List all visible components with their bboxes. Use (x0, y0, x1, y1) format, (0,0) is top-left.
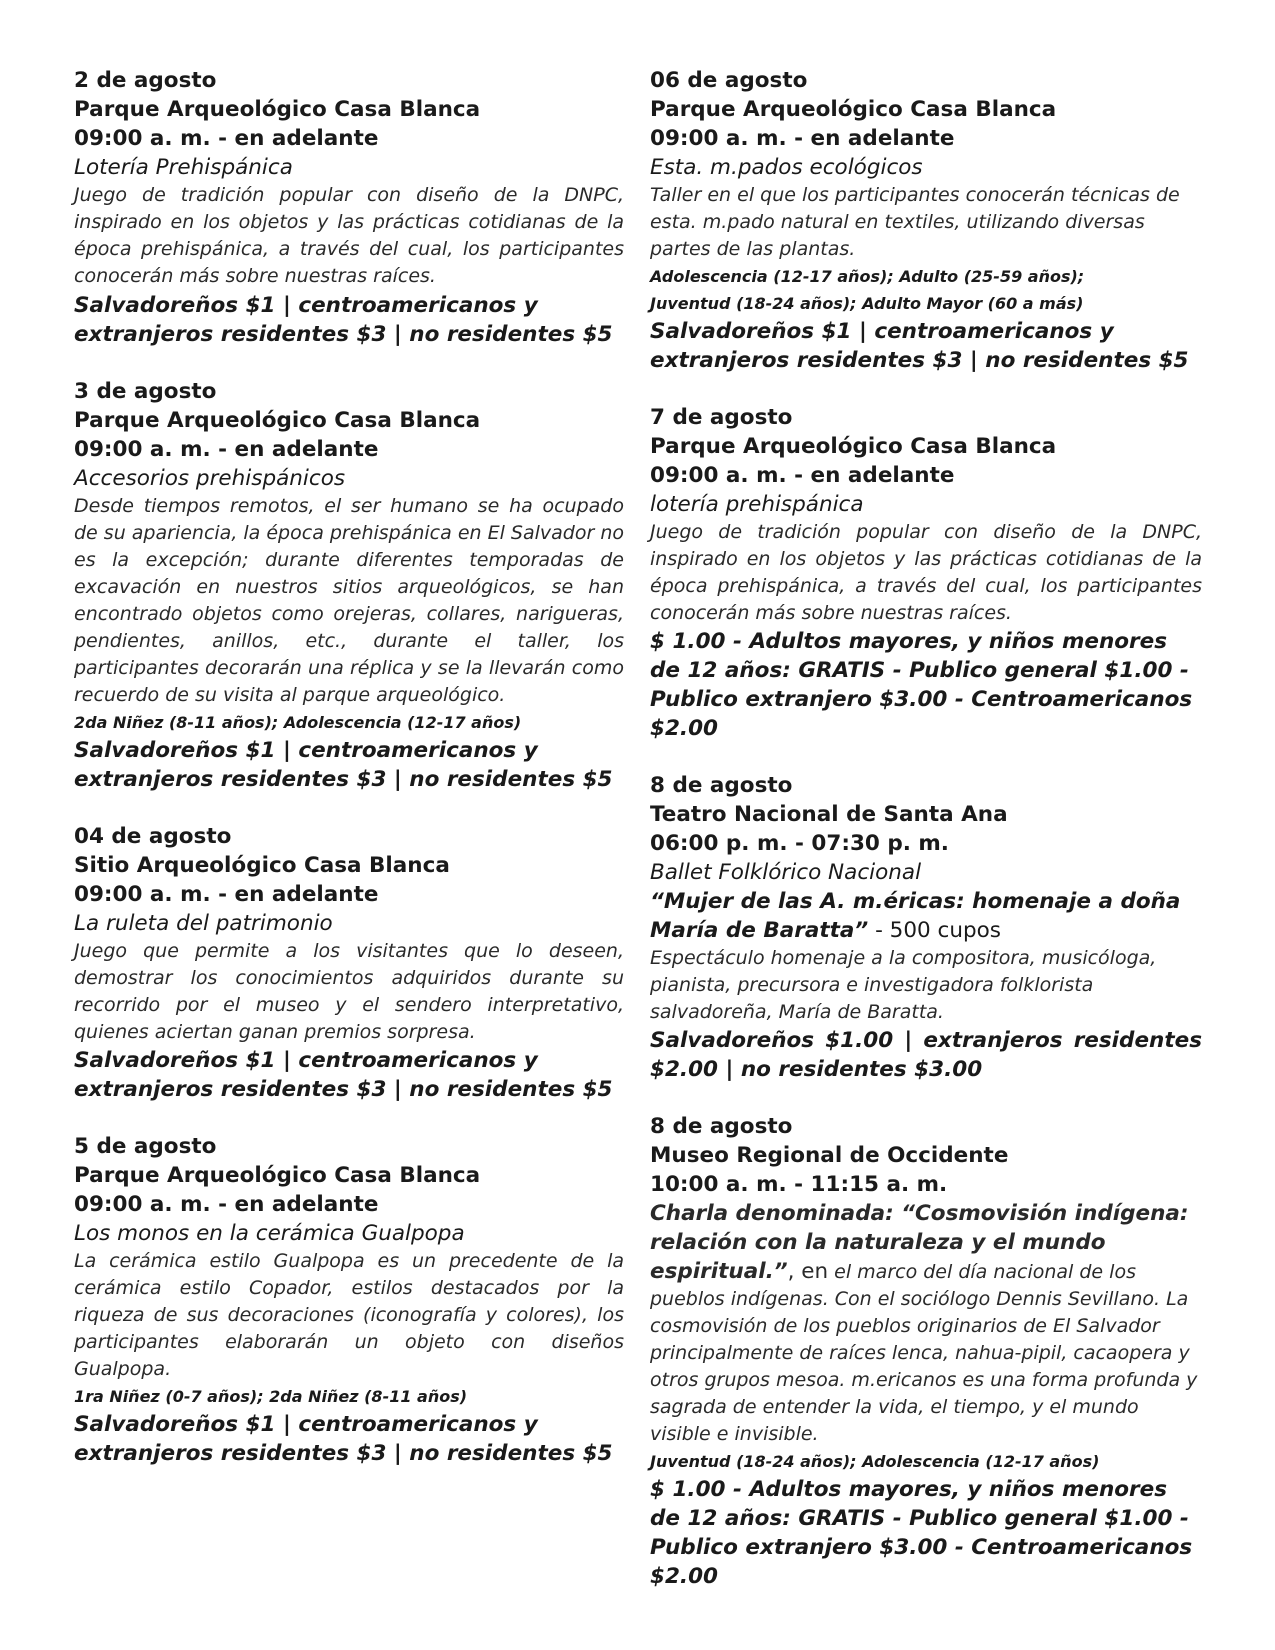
event-date: 06 de agosto (650, 68, 808, 93)
event-aug-4 (74, 822, 624, 1104)
left-column (74, 66, 624, 1468)
event-title: Ballet Folklórico Nacional (650, 860, 922, 885)
event-audience: Adolescencia (12-17 años); Adulto (25-59 años); (650, 267, 1085, 286)
event-aug-2 (74, 66, 624, 349)
event-audience: Juventud (18-24 años); Adulto Mayor (60 a más) (650, 294, 1084, 313)
event-description: Juego de tradición popular con diseño de la DNPC, inspirado en los objetos y las prácticas cotidianas de la época prehispánica, a través del cual, los participantes conocerán más sobre nuestras raíces. (650, 521, 1202, 624)
event-date: 04 de agosto (74, 824, 232, 849)
event-time: 09:00 a. m. - en adelante (74, 437, 379, 462)
event-description: Juego que permite a los visitantes que lo deseen, demostrar los conocimientos adquiridos durante su recorrido por el museo y el sendero interpretativo, quienes aciertan ganan premios sorpresa. (74, 940, 624, 1043)
event-venue: Museo Regional de Occidente (650, 1143, 1009, 1168)
event-subtitle-text: “Mujer de las A. m.éricas: homenaje a doña María de Baratta” (650, 889, 1181, 943)
event-aug-8-teatro (650, 771, 1202, 1084)
event-price: Salvadoreños $1 | centroamericanos y extranjeros residentes $3 | no residentes $5 (74, 293, 613, 347)
event-time: 09:00 a. m. - en adelante (74, 126, 379, 151)
event-price: Salvadoreños $1 | centroamericanos y extranjeros residentes $3 | no residentes $5 (650, 319, 1189, 373)
event-audience: 1ra Niñez (0-7 años); 2da Niñez (8-11 años) (74, 1387, 468, 1406)
event-price: Salvadoreños $1 | centroamericanos y extranjeros residentes $3 | no residentes $5 (74, 738, 613, 792)
event-time: 10:00 a. m. - 11:15 a. m. (650, 1172, 948, 1197)
event-time: 09:00 a. m. - en adelante (74, 1192, 379, 1217)
event-audience: 2da Niñez (8-11 años); Adolescencia (12-17 años) (74, 713, 522, 732)
event-title: Esta. m.pados ecológicos (650, 155, 923, 180)
event-price: $ 1.00 - Adultos mayores, y niños menores de 12 años: GRATIS - Publico general $1.00 - Publico extranjero $3.00 - Centroamericanos $2.00 (650, 1477, 1193, 1589)
event-description: el marco del día nacional de los pueblos indígenas. Con el sociólogo Dennis Sevillano. La cosmovisión de los pueblos originarios de El Salvador principalmente de raíces lenca, nahua-pipil, cacaopera y otros grupos mesoa. m.ericanos es una forma profunda y sagrada de entender la vida, el tiempo, y el mundo visible e invisible. (650, 1261, 1198, 1445)
event-title: Lotería Prehispánica (74, 155, 293, 180)
event-audience: Juventud (18-24 años); Adolescencia (12-17 años) (650, 1452, 1100, 1471)
event-date: 2 de agosto (74, 68, 217, 93)
event-aug-7 (650, 403, 1202, 743)
event-aug-3 (74, 377, 624, 794)
event-title: Charla denominada: “Cosmovisión indígena: relación con la naturaleza y el mundo espiritual.” (650, 1201, 1189, 1284)
event-venue: Teatro Nacional de Santa Ana (650, 802, 1008, 827)
event-title: Los monos en la cerámica Gualpopa (74, 1221, 465, 1246)
event-price: $ 1.00 - Adultos mayores, y niños menores de 12 años: GRATIS - Publico general $1.00 - Publico extranjero $3.00 - Centroamericanos $2.00 (650, 629, 1193, 741)
event-capacity: - 500 cupos (868, 918, 1001, 943)
event-description: Desde tiempos remotos, el ser humano se ha ocupado de su apariencia, la época prehispánica en El Salvador no es la excepción; durante diferentes temporadas de excavación en nuestros sitios arqueológicos, se han encontrado objetos como orejeras, collares, narigueras, pendientes, anillos, etc., durante el taller, los participantes decorarán una réplica y se la llevarán como recuerdo de su visita al parque arqueológico. (74, 495, 624, 706)
event-time: 09:00 a. m. - en adelante (650, 126, 955, 151)
event-date: 7 de agosto (650, 405, 793, 430)
event-date: 8 de agosto (650, 773, 793, 798)
event-price: Salvadoreños $1 | centroamericanos y extranjeros residentes $3 | no residentes $5 (74, 1048, 613, 1102)
event-aug-5 (74, 1132, 624, 1468)
event-venue: Parque Arqueológico Casa Blanca (74, 1163, 481, 1188)
event-venue: Parque Arqueológico Casa Blanca (74, 97, 481, 122)
event-description: Juego de tradición popular con diseño de la DNPC, inspirado en los objetos y las prácticas cotidianas de la época prehispánica, a través del cual, los participantes conocerán más sobre nuestras raíces. (74, 184, 624, 287)
event-aug-8-museo (650, 1112, 1202, 1591)
event-description: Taller en el que los participantes conocerán técnicas de esta. m.pado natural en textiles, utilizando diversas partes de las plantas. (650, 184, 1180, 260)
event-date: 8 de agosto (650, 1114, 793, 1139)
event-aug-6 (650, 66, 1202, 375)
event-venue: Parque Arqueológico Casa Blanca (650, 97, 1057, 122)
event-time: 09:00 a. m. - en adelante (74, 882, 379, 907)
event-price: Salvadoreños $1 | centroamericanos y extranjeros residentes $3 | no residentes $5 (74, 1412, 613, 1466)
event-venue: Parque Arqueológico Casa Blanca (74, 408, 481, 433)
event-description: Espectáculo homenaje a la compositora, musicóloga, pianista, precursora e investigadora folklorista salvadoreña, María de Baratta. (650, 947, 1157, 1023)
event-price: Salvadoreños $1.00 | extranjeros residentes $2.00 | no residentes $3.00 (650, 1028, 1202, 1082)
event-time: 09:00 a. m. - en adelante (650, 463, 955, 488)
event-title-tail: , en (787, 1259, 829, 1284)
event-time: 06:00 p. m. - 07:30 p. m. (650, 831, 949, 856)
event-subtitle (650, 887, 1202, 945)
event-venue: Parque Arqueológico Casa Blanca (650, 434, 1057, 459)
event-description: La cerámica estilo Gualpopa es un precedente de la cerámica estilo Copador, estilos destacados por la riqueza de sus decoraciones (iconografía y colores), los participantes elaborarán un objeto con diseños Gualpopa. (74, 1250, 624, 1380)
event-venue: Sitio Arqueológico Casa Blanca (74, 853, 450, 878)
event-title: lotería prehispánica (650, 492, 864, 517)
event-title: Accesorios prehispánicos (74, 466, 346, 491)
event-title: La ruleta del patrimonio (74, 911, 333, 936)
event-date: 5 de agosto (74, 1134, 217, 1159)
right-column (650, 66, 1202, 1591)
event-date: 3 de agosto (74, 379, 217, 404)
event-title-description (650, 1199, 1202, 1448)
